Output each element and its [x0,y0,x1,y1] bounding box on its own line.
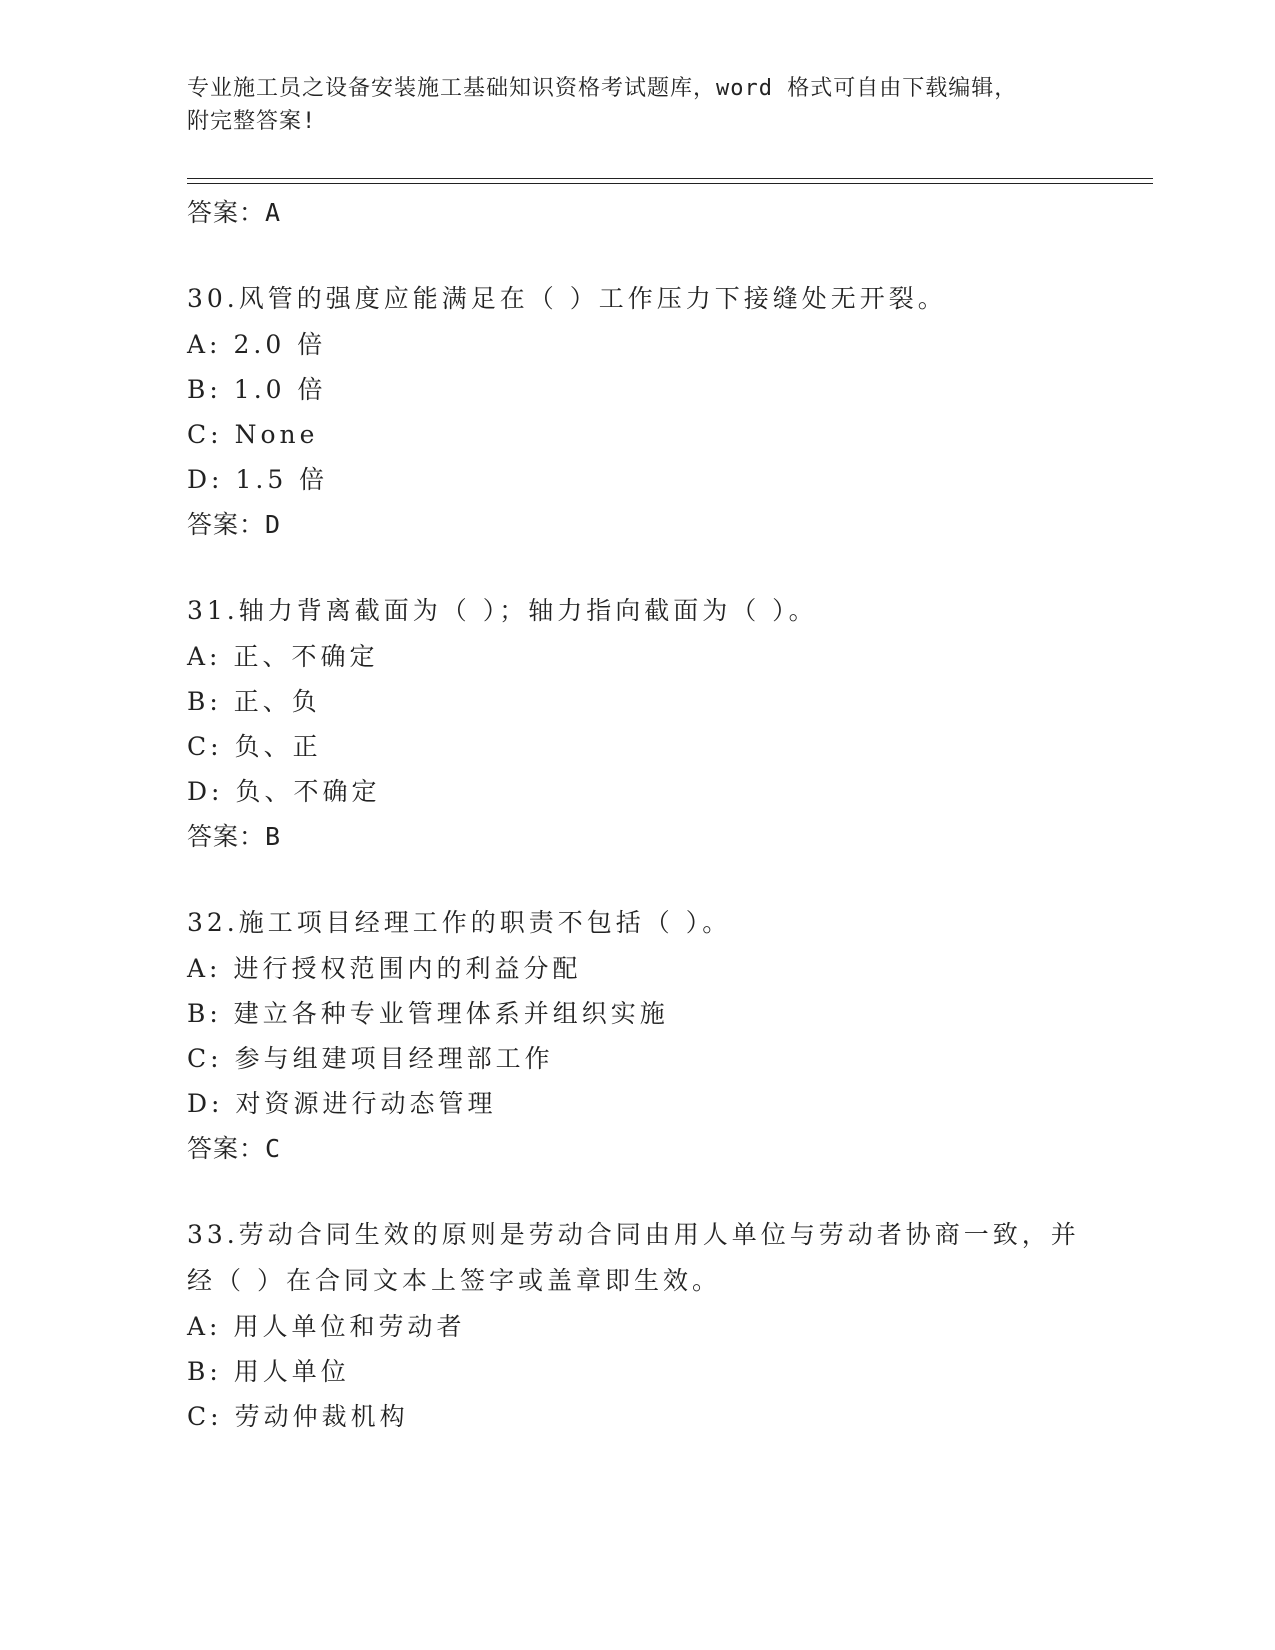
option-text: 参与组建项目经理部工作 [234,1044,554,1073]
question-text: 33.劳动合同生效的原则是劳动合同由用人单位与劳动者协商一致，并 [187,1220,1080,1249]
option-label: C: [187,732,223,761]
option-label: A: [187,954,222,983]
option-label: C: [187,420,223,449]
option-b [187,991,1187,1036]
option-c [187,724,1187,769]
question-block [187,276,1187,548]
option-text: 建立各种专业管理体系并组织实施 [233,999,669,1028]
option-b [187,679,1187,724]
header-divider-bottom [187,183,1153,184]
option-label: A: [187,330,222,359]
answer: 答案：D [187,510,282,539]
option-label: A: [187,1312,222,1341]
option-text: 用人单位 [233,1357,350,1386]
option-text: None [234,420,319,449]
option-label: D: [187,777,224,806]
option-c [187,412,1187,457]
option-text: 对资源进行动态管理 [235,1089,497,1118]
question-block [187,588,1187,860]
option-text: 劳动仲裁机构 [234,1402,409,1431]
question-block [187,900,1187,1172]
question-text: 32.施工项目经理工作的职责不包括（ ）。 [187,908,732,937]
question-text: 30.风管的强度应能满足在（ ）工作压力下接缝处无开裂。 [187,284,947,313]
option-label: C: [187,1044,223,1073]
question-text-continued: 经（ ）在合同文本上签字或盖章即生效。 [187,1266,721,1295]
answer: 答案：B [187,822,282,851]
option-text: 进行授权范围内的利益分配 [233,954,582,983]
option-label: A: [187,642,222,671]
option-label: D: [187,1089,224,1118]
option-text: 用人单位和劳动者 [233,1312,466,1341]
header-divider-top [187,178,1153,179]
option-a [187,946,1187,991]
option-c [187,1036,1187,1081]
option-text: 负、正 [234,732,322,761]
header-title-line-2: 附完整答案! [187,109,317,134]
option-label: B: [187,999,222,1028]
question-list [187,190,1187,1439]
page-header [187,72,1067,138]
option-text: 正、负 [233,687,321,716]
option-text: 1.0 倍 [233,375,327,404]
option-a [187,1304,1187,1349]
option-text: 1.5 倍 [235,465,329,494]
option-c [187,1394,1187,1439]
question-block [187,1212,1187,1439]
option-b [187,367,1187,412]
option-a [187,322,1187,367]
option-text: 负、不确定 [235,777,381,806]
option-label: B: [187,375,222,404]
option-label: D: [187,465,224,494]
option-text: 2.0 倍 [233,330,327,359]
option-d [187,769,1187,814]
question-text: 31.轴力背离截面为（ ）；轴力指向截面为（ ）。 [187,596,818,625]
option-a [187,634,1187,679]
option-label: B: [187,687,222,716]
answer: 答案：C [187,1134,282,1163]
option-d [187,1081,1187,1126]
option-d [187,457,1187,502]
header-title-line-1: 专业施工员之设备安装施工基础知识资格考试题库，word 格式可自由下载编辑， [187,76,1018,101]
option-label: B: [187,1357,222,1386]
option-b [187,1349,1187,1394]
option-label: C: [187,1402,223,1431]
option-text: 正、不确定 [233,642,379,671]
previous-answer: 答案：A [187,198,282,227]
